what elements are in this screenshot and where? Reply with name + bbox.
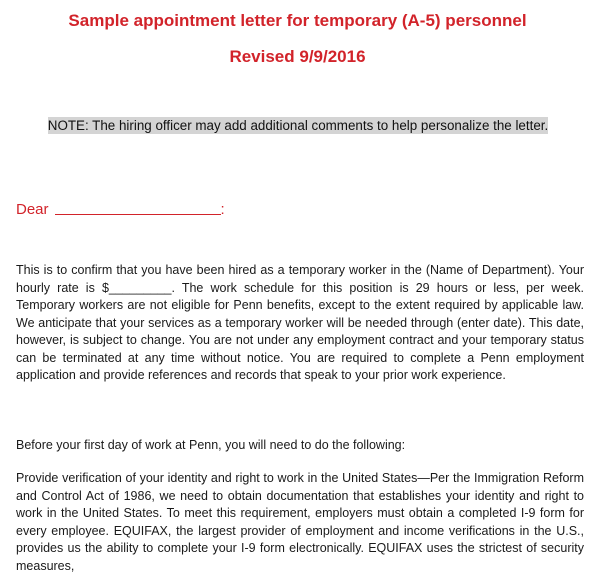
note-text: NOTE: The hiring officer may add additional comments to help personalize the letter. — [47, 118, 549, 133]
hourly-rate-blank: _________ — [108, 280, 172, 295]
confirmation-text-b: . The work schedule for this position is 29 hours or less, per week. Temporary workers are not eligible for Penn benefits, except to the extent required by applicable law. We anticipate that your services as a temporary worker will be needed through (enter date). This date, however, is subject to change. You are not under any employment contract and your temporary status can be terminated at any time without notice. You are required to complete a Penn employment application and provide references and records that speak to your prior work experience. — [16, 280, 584, 382]
document-title: Sample appointment letter for temporary (A-5) personnel — [68, 11, 527, 30]
verification-paragraph: Provide verification of your identity and right to work in the United States—Per the Immigration Reform and Control Act of 1986, we need to obtain documentation that establishes your identity and right to work in the United States. To meet this requirement, employers must obtain a completed I-9 form for every employee. EQUIFAX, the largest provider of employment and income verifications in the U.S., provides us the ability to complete your I-9 form electronically. EQUIFAX uses the strictest of security measures, — [16, 471, 584, 573]
before-first-day-paragraph: Before your first day of work at Penn, you will need to do the following: — [16, 438, 406, 452]
revised-date: Revised 9/9/2016 — [229, 47, 366, 66]
hiring-officer-note — [14, 116, 582, 136]
confirmation-paragraph — [16, 262, 584, 385]
confirmation-text-a: This is to confirm that you have been hired as a temporary worker in the (Name of Department). Your hourly rate is $ — [16, 263, 584, 295]
salutation-colon: : — [220, 201, 225, 218]
salutation-line — [16, 200, 225, 220]
salutation-text: Dear — [16, 201, 49, 218]
recipient-name-blank — [55, 200, 221, 215]
